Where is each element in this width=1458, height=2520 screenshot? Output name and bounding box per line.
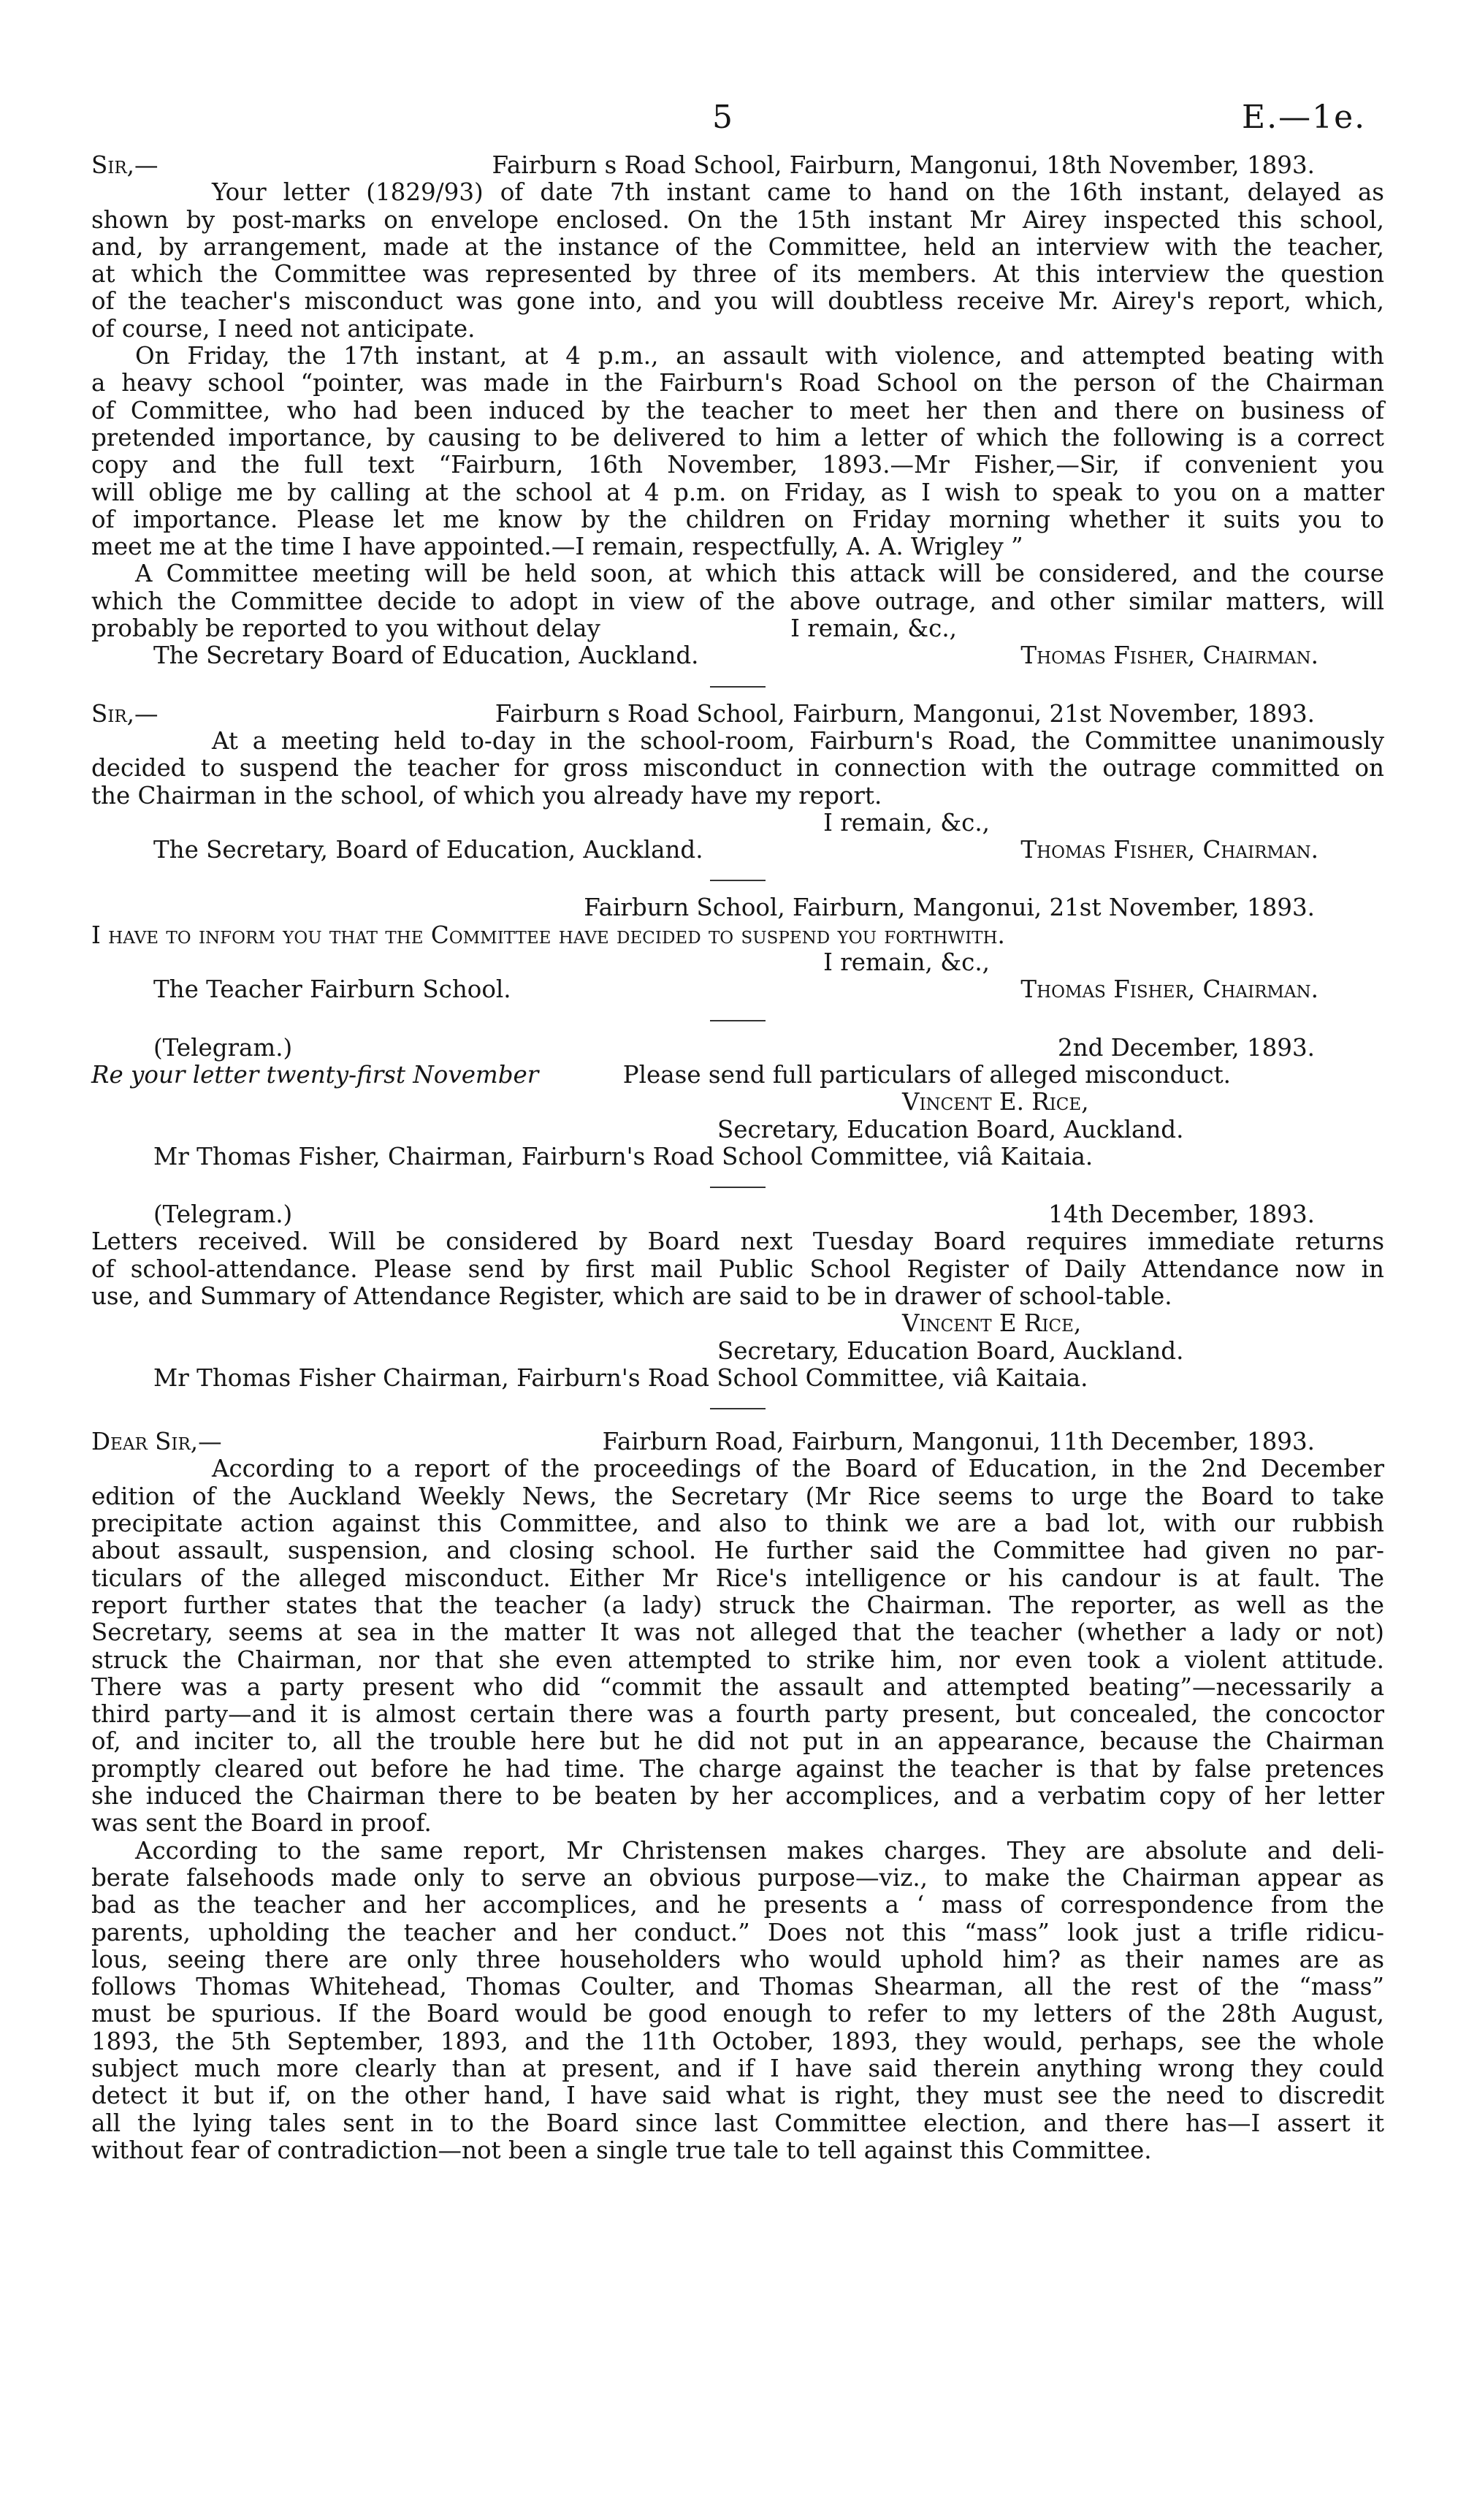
telegram-date: 14th December, 1893. [1048, 1200, 1315, 1229]
telegram-text: Letters received. Will be considered by Board next Tuesday Board requires immediate returns of school-attendance. Please send by first mail Public School Register of Daily Attendance now in use, and Summary of Attendance Register, which are said to be in drawer of school-table. [91, 1227, 1384, 1310]
letter-to-teacher [91, 894, 1384, 1003]
signature: Thomas Fisher, Chairman. [1020, 836, 1318, 864]
paragraph: A Committee meeting will be held soon, at which this attack will be considered, and the course which the Committee decide to adopt in view of the above outrage, and other similar matters, will [91, 560, 1384, 615]
letter-21-november [91, 701, 1384, 864]
letter-address: Fairburn Road, Fairburn, Mangonui, 11th December, 1893. [602, 1428, 1315, 1456]
salutation: Dear Sir,— [91, 1428, 222, 1456]
addressee: Mr Thomas Fisher Chairman, Fairburn's Road School Committee, viâ Kaitaia. [153, 1363, 1088, 1392]
telegram-label: (Telegram.) [153, 1200, 293, 1229]
letter-address: Fairburn s Road School, Fairburn, Mangonui, 18th November, 1893. [492, 151, 1315, 179]
signature: Vincent E. Rice, [902, 1088, 1089, 1116]
telegram-2-december [91, 1035, 1384, 1170]
signature: Thomas Fisher, Chairman. [1020, 975, 1318, 1004]
paragraph-last-line: probably be reported to you without delay [91, 614, 600, 643]
salutation: Sir,— [91, 699, 159, 728]
paragraph: On Friday, the 17th instant, at 4 p.m., an assault with violence, and attempted beating with a heavy school “pointer, was made in the Fairburn's Road School on the person of the Chairman of Committee, who had been induced by the teacher to meet her then and there on business of pretended importance, by causing to be delivered to him a letter of which the following is a correct copy and the full text “Fairburn, 16th November, 1893.—Mr Fisher,—Sir, if convenient you will oblige me by calling at the school at 4 p.m. on Friday, as I wish to speak to you on a matter of importance. Please let me know by the children on Friday morning whether it suits you to meet me at the time I have appointed.—I remain, respectfully, A. A. Wrigley ” [91, 342, 1384, 561]
paragraph: According to a report of the proceedings of the Board of Education, in the 2nd December edition of the Auckland Weekly News, the Secretary (Mr Rice seems to urge the Board to take precipitate action against this Committee, and also to think we are a bad lot, with our rubbish about assault, suspension, and closing school. He further said the Committee had given no par- ticulars of the alleged misconduct. Either Mr Rice's intelligence or his candour is at fault. The report further states that the teacher (a lady) struck the Chairman. The reporter, as well as the Secretary, seems at sea in the matter It was not alleged that the teacher (whether a lady or not) struck the Chairman, nor that she even attempted to strike him, nor even took a violent attitude. There was a party present who did “commit the assault and attempted beating”—necessarily a third party—and it is almost certain there was a fourth party present, but concealed, the concoctor of, and inciter to, all the trouble here but he did not put in an appearance, because the Chairman promptly cleared out before he had time. The charge against the teacher is that by false pretences she induced the Chairman there to be beaten by her accomplices, and a verbatim copy of her letter was sent the Board in proof. [91, 1455, 1384, 1838]
page-number: 5 [712, 99, 733, 136]
addressee: The Secretary, Board of Education, Auckland. [153, 836, 703, 864]
document-reference: E.—1e. [1242, 99, 1367, 136]
signature-title: Secretary, Education Board, Auckland. [717, 1115, 1184, 1143]
letter-address: Fairburn s Road School, Fairburn, Mangonui, 21st November, 1893. [495, 699, 1315, 728]
closing: I remain, &c., [790, 614, 957, 643]
addressee: The Teacher Fairburn School. [153, 975, 511, 1004]
letter-address: Fairburn School, Fairburn, Mangonui, 21st November, 1893. [584, 894, 1315, 922]
telegram-14-december [91, 1201, 1384, 1392]
signature-title: Secretary, Education Board, Auckland. [717, 1336, 1184, 1365]
salutation: Sir,— [91, 151, 159, 179]
letter-body: I have to inform you that the Committee have decided to suspend you forthwith. [91, 921, 1005, 949]
closing: I remain, &c., [823, 808, 990, 837]
telegram-text: Re your letter twenty-first November [91, 1060, 539, 1089]
signature: Thomas Fisher, Chairman. [1020, 642, 1318, 670]
letter-11-december [91, 1428, 1384, 2164]
paragraph: At a meeting held to-day in the school-room, Fairburn's Road, the Committee unanimously decided to suspend the teacher for gross misconduct in connection with the outrage committed on the Chairman in the school, of which you already have my report. [91, 726, 1384, 810]
addressee: Mr Thomas Fisher, Chairman, Fairburn's Road School Committee, viâ Kaitaia. [153, 1142, 1094, 1170]
telegram-text: Please send full particulars of alleged misconduct. [622, 1060, 1231, 1089]
signature: Vincent E Rice, [902, 1309, 1082, 1338]
paragraph: According to the same report, Mr Christensen makes charges. They are absolute and deli- berate falsehoods made only to serve an obvious purpose—viz., to make the Chairman appear as bad as the teacher and her accomplices, and he presents a ‘ mass of correspondence from the parents, upholding the teacher and her conduct.” Does not this “mass” look just a trifle ridicu- lous, seeing there are only three householders who would uphold him? as their names are as follows Thomas Whitehead, Thomas Coulter, and Thomas Shearman, all the rest of the “mass” must be spurious. If the Board would be good enough to refer to my letters of the 28th August, 1893, the 5th September, 1893, and the 11th October, 1893, they would, perhaps, see the whole subject much more clearly than at present, and if I have said therein anything wrong they could detect it but if, on the other hand, I have said what is right, they must see the need to discredit all the lying tales sent in to the Board since last Committee election, and there has—I assert it without fear of contradiction—not been a single true tale to tell against this Committee. [91, 1836, 1384, 2164]
paragraph: Your letter (1829/93) of date 7th instant came to hand on the 16th instant, delayed as shown by post-marks on envelope enclosed. On the 15th instant Mr Airey inspected this school, and, by arrangement, made at the instance of the Committee, held an interview with the teacher, at which the Committee was represented by three of its members. At this interview the question of the teacher's misconduct was gone into, and you will doubtless receive Mr. Airey's report, which, of course, I need not anticipate. [91, 178, 1384, 343]
addressee: The Secretary Board of Education, Auckland. [153, 642, 699, 670]
letter-18-november [91, 152, 1384, 670]
telegram-date: 2nd December, 1893. [1058, 1033, 1315, 1062]
telegram-label: (Telegram.) [153, 1033, 293, 1062]
closing: I remain, &c., [823, 948, 990, 977]
